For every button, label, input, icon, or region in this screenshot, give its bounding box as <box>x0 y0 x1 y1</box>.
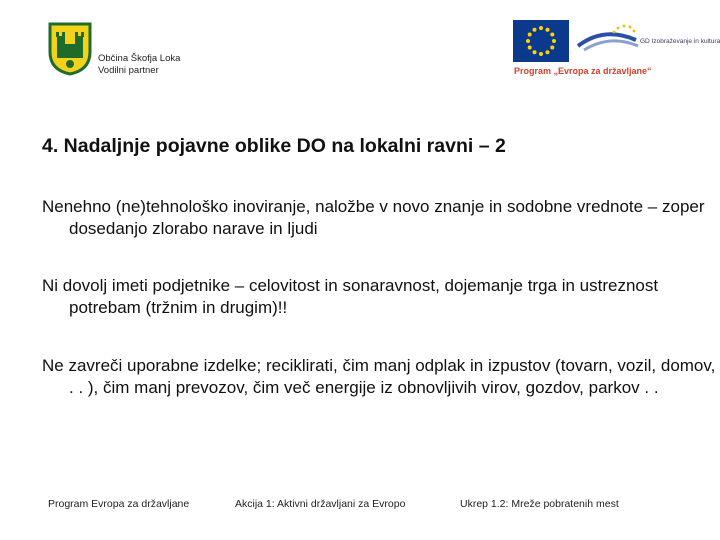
organization-name: Občina Škofja Loka <box>98 53 181 64</box>
footer-measure: Ukrep 1.2: Mreže pobratenih mest <box>460 498 619 510</box>
organization-role: Vodilni partner <box>98 65 159 76</box>
footer-program: Program Evropa za državljane <box>48 498 190 510</box>
dg-label: GD Izobraževanje in kultura <box>640 38 720 45</box>
slide-title: 4. Nadaljnje pojavne oblike DO na lokalni ravni – 2 <box>42 135 506 157</box>
organization-caption <box>98 53 180 77</box>
bullet-paragraph: Ne zavreči uporabne izdelke; reciklirati, čim manj odplak in izpustov (tovarn, vozil, domov, . . ), čim manj prevozov, čim več energije iz obnovljivih virov, gozdov, parkov . . <box>42 356 716 397</box>
program-label: Program „Evropa za državljane“ <box>514 66 652 76</box>
eu-flag-logo <box>513 20 569 62</box>
bullet-paragraph: Ni dovolj imeti podjetnike – celovitost in sonaravnost, dojemanje trga in ustreznost potrebam (tržnim in drugim)!! <box>42 276 659 317</box>
municipality-crest-logo <box>48 22 92 76</box>
footer-action: Akcija 1: Aktivni državljani za Evropo <box>235 498 406 510</box>
bullet-paragraph: Nenehno (ne)tehnološko inoviranje, naložbe v novo znanje in sodobne vrednote – zoper dosedanjo zlorabo narave in ljudi <box>42 197 705 238</box>
